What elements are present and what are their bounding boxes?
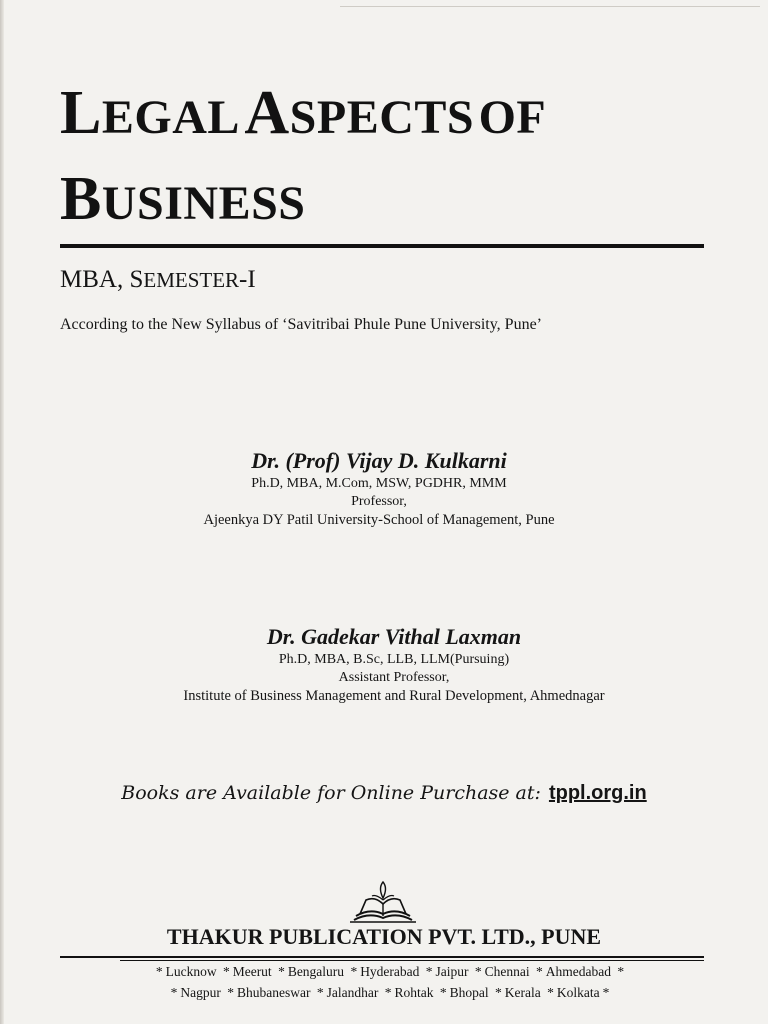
city: Kolkata: [556, 985, 600, 1000]
city: Jaipur: [435, 964, 469, 979]
city: Jalandhar: [326, 985, 379, 1000]
city: Rohtak: [394, 985, 434, 1000]
author-2: [10, 624, 768, 705]
syllabus-note: According to the New Syllabus of ‘Savitribai Phule Pune University, Pune’: [60, 316, 542, 333]
city: Meerut: [232, 964, 272, 979]
author-institution: Institute of Business Management and Rural Development, Ahmednagar: [183, 688, 605, 704]
city: Chennai: [484, 964, 530, 979]
author-degrees: Ph.D, MBA, B.Sc, LLB, LLM(Pursuing): [278, 652, 510, 667]
city: Bengaluru: [287, 964, 345, 979]
city: Bhopal: [449, 985, 489, 1000]
title-divider: [60, 244, 704, 248]
title-word-aspects: ASPECTS: [244, 79, 475, 147]
branch-cities-row-2: * Nagpur * Bhubaneswar * Jalandhar * Rohtak * Bhopal * Kerala * Kolkata *: [170, 985, 610, 1000]
city: Hyderabad: [360, 964, 420, 979]
title-word-business: BUSINESS: [60, 165, 306, 233]
author-title: Professor,: [351, 494, 407, 509]
online-purchase-text: Books are Available for Online Purchase at:: [121, 782, 541, 804]
course-subtitle: MBA, SEMESTER-I: [60, 266, 256, 293]
title-word-of: OF: [478, 91, 547, 144]
author-name: Dr. (Prof) Vijay D. Kulkarni: [251, 448, 507, 473]
open-book-logo-icon: [348, 878, 418, 924]
book-title-line-1: [60, 78, 546, 149]
city: Nagpur: [180, 985, 221, 1000]
page-top-edge: [340, 6, 760, 7]
author-institution: Ajeenkya DY Patil University-School of Management, Pune: [203, 512, 555, 528]
book-title-line-2: [60, 164, 305, 235]
publisher-divider-thin: [120, 960, 704, 961]
branch-cities-row-1: * Lucknow * Meerut * Bengaluru * Hyderabad * Jaipur * Chennai * Ahmedabad *: [155, 964, 625, 979]
city: Kerala: [504, 985, 541, 1000]
website-link[interactable]: tppl.org.in: [548, 782, 647, 804]
city: Ahmedabad: [545, 964, 612, 979]
author-1: [0, 448, 763, 529]
city: Lucknow: [165, 964, 217, 979]
publisher-name: THAKUR PUBLICATION PVT. LTD., PUNE: [166, 924, 602, 949]
city: Bhubaneswar: [237, 985, 311, 1000]
author-name: Dr. Gadekar Vithal Laxman: [266, 624, 522, 649]
author-title: Assistant Professor,: [338, 670, 450, 685]
title-word-legal: LEGAL: [60, 79, 240, 147]
publisher-divider: [60, 956, 704, 958]
author-degrees: Ph.D, MBA, M.Com, MSW, PGDHR, MMM: [251, 476, 507, 491]
online-purchase-note: [0, 782, 768, 805]
